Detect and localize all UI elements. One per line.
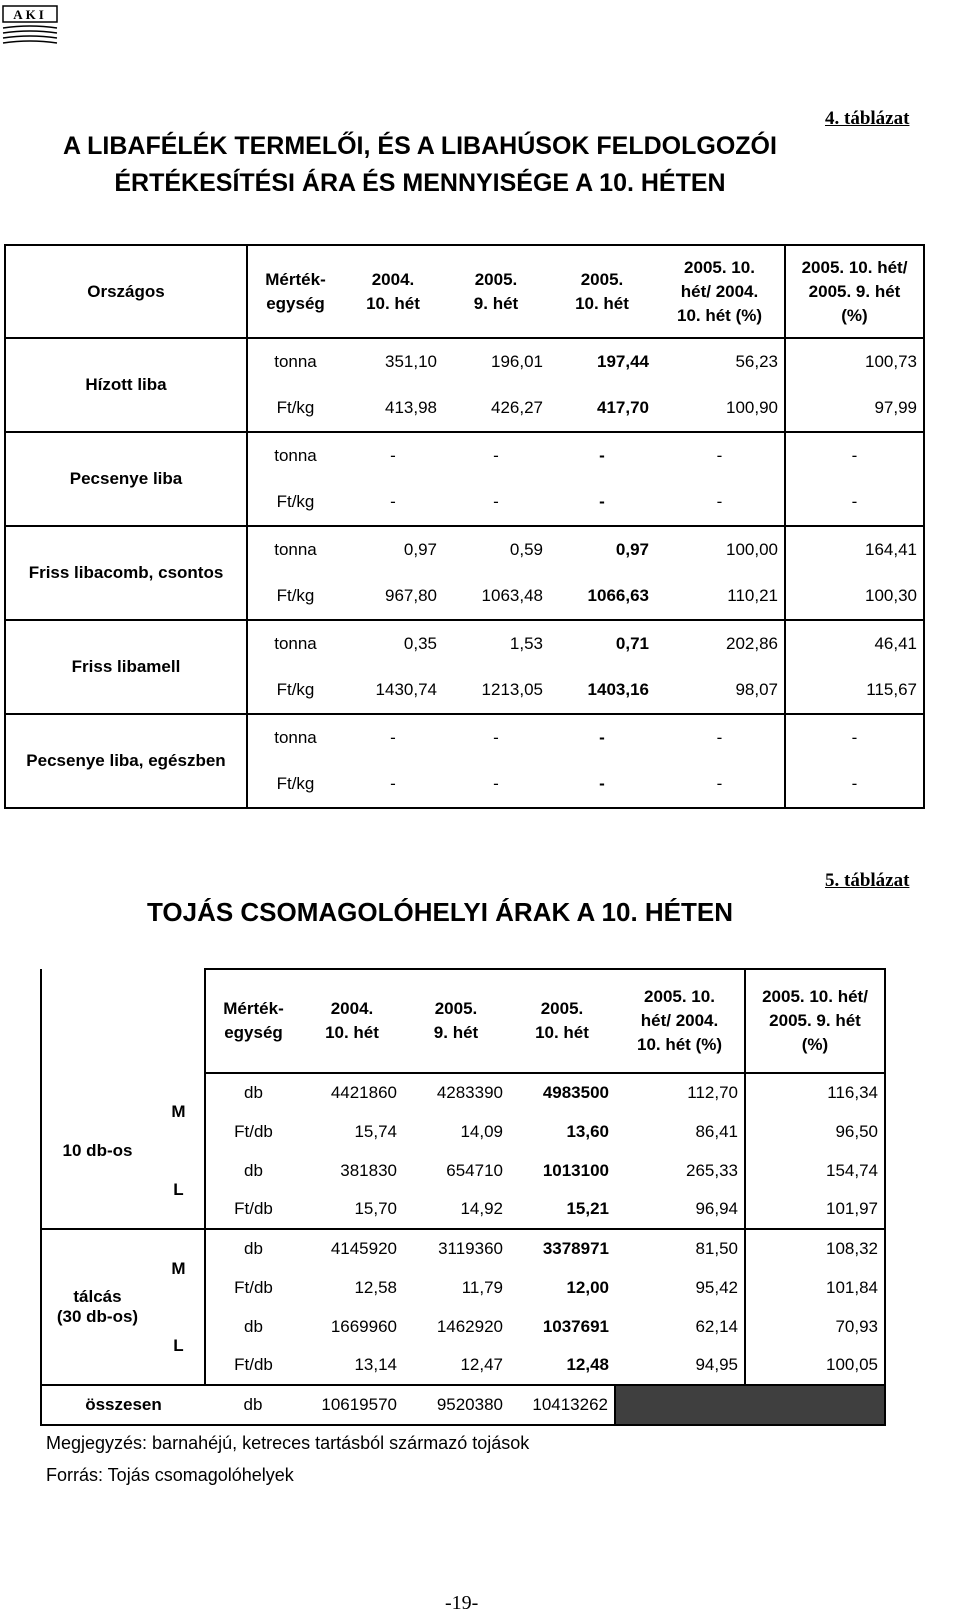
value-cell: 197,44	[597, 352, 649, 371]
value-cell: -	[443, 479, 549, 526]
column-header: 2005. 10. hét/ 2005. 9. hét (%)	[785, 245, 924, 338]
value-cell: 4283390	[436, 1083, 503, 1102]
percent-cell: 97,99	[785, 385, 924, 432]
value-cell: 15,21	[509, 1190, 615, 1229]
value-cell: 12,47	[403, 1346, 509, 1385]
table-row	[5, 432, 924, 479]
percent-cell: 100,05	[745, 1346, 885, 1385]
column-header: 2005. 10. hét	[509, 969, 615, 1073]
value-cell: -	[390, 728, 396, 747]
percent-cell: 265,33	[615, 1151, 745, 1190]
value-cell: -	[443, 761, 549, 808]
table4-title-line1: A LIBAFÉLÉK TERMELŐI, ÉS A LIBAHÚSOK FELDOLGOZÓI	[63, 132, 777, 160]
value-cell: -	[493, 446, 499, 465]
unit-cell: db	[244, 1083, 263, 1102]
value-cell: 11,79	[461, 1277, 503, 1297]
value-cell: 0,97	[615, 540, 649, 559]
unit-cell: db	[244, 1160, 263, 1180]
value-cell: 13,14	[301, 1346, 403, 1385]
value-cell: 12,48	[509, 1346, 615, 1385]
percent-cell: 81,50	[615, 1229, 745, 1268]
table4-label: 4. táblázat	[825, 108, 910, 129]
value-cell: 12,00	[566, 1277, 609, 1297]
column-header: 2005. 10. hét/ 2004. 10. hét (%)	[655, 245, 785, 338]
note-text: Megjegyzés: barnahéjú, ketreces tartásból származó tojások	[46, 1433, 530, 1453]
unit-cell: Ft/kg	[247, 761, 343, 808]
table-row	[5, 714, 924, 761]
percent-cell: -	[785, 714, 924, 761]
value-cell: 351,10	[385, 352, 437, 371]
percent-cell: -	[785, 761, 924, 808]
value-cell: -	[549, 761, 655, 808]
size-label: M	[153, 1229, 205, 1307]
value-cell: 12,58	[354, 1277, 397, 1297]
source-text: Forrás: Tojás csomagolóhelyek	[46, 1465, 294, 1485]
table-row	[41, 1073, 885, 1112]
aki-logo	[0, 0, 62, 50]
table-row	[5, 338, 924, 385]
percent-cell: 98,07	[655, 667, 785, 714]
percent-cell: -	[655, 761, 785, 808]
unit-cell: tonna	[274, 540, 317, 559]
column-header: 2005. 9. hét	[443, 245, 549, 338]
value-cell: 10413262	[509, 1385, 615, 1425]
table4-title	[40, 128, 800, 202]
unit-cell: Ft/kg	[247, 479, 343, 526]
percent-cell: 62,14	[615, 1307, 745, 1346]
table-row	[41, 1151, 885, 1190]
size-label: L	[153, 1151, 205, 1229]
value-cell: 426,27	[443, 385, 549, 432]
table-row	[5, 526, 924, 573]
empty-shaded-cell	[615, 1385, 745, 1425]
unit-cell: db	[244, 1316, 263, 1336]
percent-cell: 101,84	[745, 1268, 885, 1307]
unit-cell: Ft/kg	[247, 385, 343, 432]
unit-cell: tonna	[274, 728, 317, 747]
percent-cell: 100,30	[785, 573, 924, 620]
unit-cell: tonna	[274, 352, 317, 371]
unit-cell: Ft/kg	[247, 667, 343, 714]
percent-cell: 108,32	[745, 1229, 885, 1268]
percent-cell: -	[785, 479, 924, 526]
corner-cell	[41, 969, 205, 1073]
value-cell: 14,92	[403, 1190, 509, 1229]
table5-label: 5. táblázat	[825, 870, 910, 891]
percent-cell: 86,41	[615, 1112, 745, 1151]
value-cell: 1013100	[542, 1160, 609, 1180]
value-cell: 3378971	[542, 1239, 609, 1258]
percent-cell: -	[785, 432, 924, 479]
percent-cell: -	[655, 479, 785, 526]
percent-cell: 116,34	[745, 1073, 885, 1112]
value-cell: -	[549, 479, 655, 526]
value-cell: 1462920	[436, 1316, 503, 1336]
unit-cell: tonna	[274, 446, 317, 465]
column-header: Mérték- egység	[205, 969, 301, 1073]
percent-cell: 164,41	[785, 526, 924, 573]
row-label: Friss libamell	[5, 620, 247, 714]
percent-cell: -	[655, 714, 785, 761]
value-cell: -	[599, 446, 605, 465]
percent-cell: 94,95	[615, 1346, 745, 1385]
logo-text: AKI	[13, 7, 47, 22]
value-cell: 4145920	[330, 1239, 397, 1258]
unit-cell: tonna	[274, 634, 317, 653]
table-row	[5, 620, 924, 667]
percent-cell: 96,94	[615, 1190, 745, 1229]
table-row	[41, 1307, 885, 1346]
table5-title: TOJÁS CSOMAGOLÓHELYI ÁRAK A 10. HÉTEN	[146, 897, 734, 927]
value-cell: 4421860	[330, 1083, 397, 1102]
unit-cell: db	[205, 1385, 301, 1425]
column-header: 2005. 10. hét	[549, 245, 655, 338]
value-cell: 1,53	[509, 634, 543, 653]
row-label: Hízott liba	[5, 338, 247, 432]
value-cell: 654710	[446, 1160, 503, 1180]
percent-cell: 95,42	[615, 1268, 745, 1307]
column-header: 2004. 10. hét	[343, 245, 443, 338]
value-cell: 0,71	[615, 634, 649, 653]
value-cell: -	[493, 728, 499, 747]
percent-cell: 112,70	[615, 1073, 745, 1112]
percent-cell: 96,50	[745, 1112, 885, 1151]
value-cell: 0,35	[403, 634, 437, 653]
value-cell: 1430,74	[343, 667, 443, 714]
value-cell: 15,70	[301, 1190, 403, 1229]
header-row	[5, 245, 924, 338]
value-cell: -	[343, 479, 443, 526]
table4-title-line2: ÉRTÉKESÍTÉSI ÁRA ÉS MENNYISÉGE A 10. HÉTEN	[114, 169, 726, 197]
egg-price-table	[40, 968, 886, 1426]
row-label: Pecsenye liba	[5, 432, 247, 526]
unit-cell: Ft/db	[205, 1346, 301, 1385]
value-cell: 1063,48	[443, 573, 549, 620]
value-cell: 1669960	[330, 1316, 397, 1336]
column-header: 2005. 10. hét/ 2004. 10. hét (%)	[615, 969, 745, 1073]
percent-cell: -	[655, 432, 785, 479]
value-cell: 413,98	[343, 385, 443, 432]
percent-cell: 202,86	[655, 620, 785, 667]
value-cell: -	[390, 446, 396, 465]
value-cell: 381830	[340, 1160, 397, 1180]
percent-cell: 154,74	[745, 1151, 885, 1190]
value-cell: -	[599, 728, 605, 747]
header-row	[41, 969, 885, 1073]
percent-cell: 100,90	[655, 385, 785, 432]
group-label: 10 db-os	[41, 1073, 153, 1229]
value-cell: 967,80	[343, 573, 443, 620]
percent-cell: 101,97	[745, 1190, 885, 1229]
percent-cell: 70,93	[745, 1307, 885, 1346]
percent-cell: 56,23	[655, 338, 785, 385]
empty-shaded-cell	[745, 1385, 885, 1425]
percent-cell: 110,21	[655, 573, 785, 620]
value-cell: 10619570	[301, 1385, 403, 1425]
value-cell: 1213,05	[443, 667, 549, 714]
value-cell: 15,74	[354, 1121, 397, 1141]
value-cell: 1037691	[542, 1316, 609, 1336]
goose-price-table	[4, 244, 925, 809]
percent-cell: 100,00	[655, 526, 785, 573]
unit-cell: db	[244, 1239, 263, 1258]
unit-cell: Ft/db	[205, 1190, 301, 1229]
value-cell: 1066,63	[549, 573, 655, 620]
value-cell: 3119360	[438, 1239, 503, 1258]
total-label: összesen	[41, 1385, 205, 1425]
value-cell: 13,60	[566, 1121, 609, 1141]
column-header: 2005. 10. hét/ 2005. 9. hét (%)	[745, 969, 885, 1073]
percent-cell: 100,73	[785, 338, 924, 385]
total-row	[41, 1385, 885, 1425]
column-header: Országos	[5, 245, 247, 338]
size-label: M	[153, 1073, 205, 1151]
value-cell: 0,59	[509, 540, 543, 559]
value-cell: -	[343, 761, 443, 808]
row-label: Pecsenye liba, egészben	[5, 714, 247, 808]
value-cell: 9520380	[403, 1385, 509, 1425]
column-header: Mérték- egység	[247, 245, 343, 338]
page-number: -19-	[445, 1592, 479, 1614]
column-header: 2005. 9. hét	[403, 969, 509, 1073]
size-label: L	[153, 1307, 205, 1385]
value-cell: 14,09	[460, 1121, 503, 1141]
unit-cell: Ft/db	[234, 1121, 273, 1141]
value-cell: 196,01	[491, 352, 543, 371]
percent-cell: 115,67	[785, 667, 924, 714]
column-header: 2004. 10. hét	[301, 969, 403, 1073]
unit-cell: Ft/kg	[247, 573, 343, 620]
value-cell: 1403,16	[549, 667, 655, 714]
percent-cell: 46,41	[785, 620, 924, 667]
row-label: Friss libacomb, csontos	[5, 526, 247, 620]
value-cell: 4983500	[542, 1083, 609, 1102]
table-row	[41, 1229, 885, 1268]
value-cell: 417,70	[549, 385, 655, 432]
group-label: tálcás (30 db-os)	[41, 1229, 153, 1385]
unit-cell: Ft/db	[234, 1277, 273, 1297]
value-cell: 0,97	[403, 540, 437, 559]
